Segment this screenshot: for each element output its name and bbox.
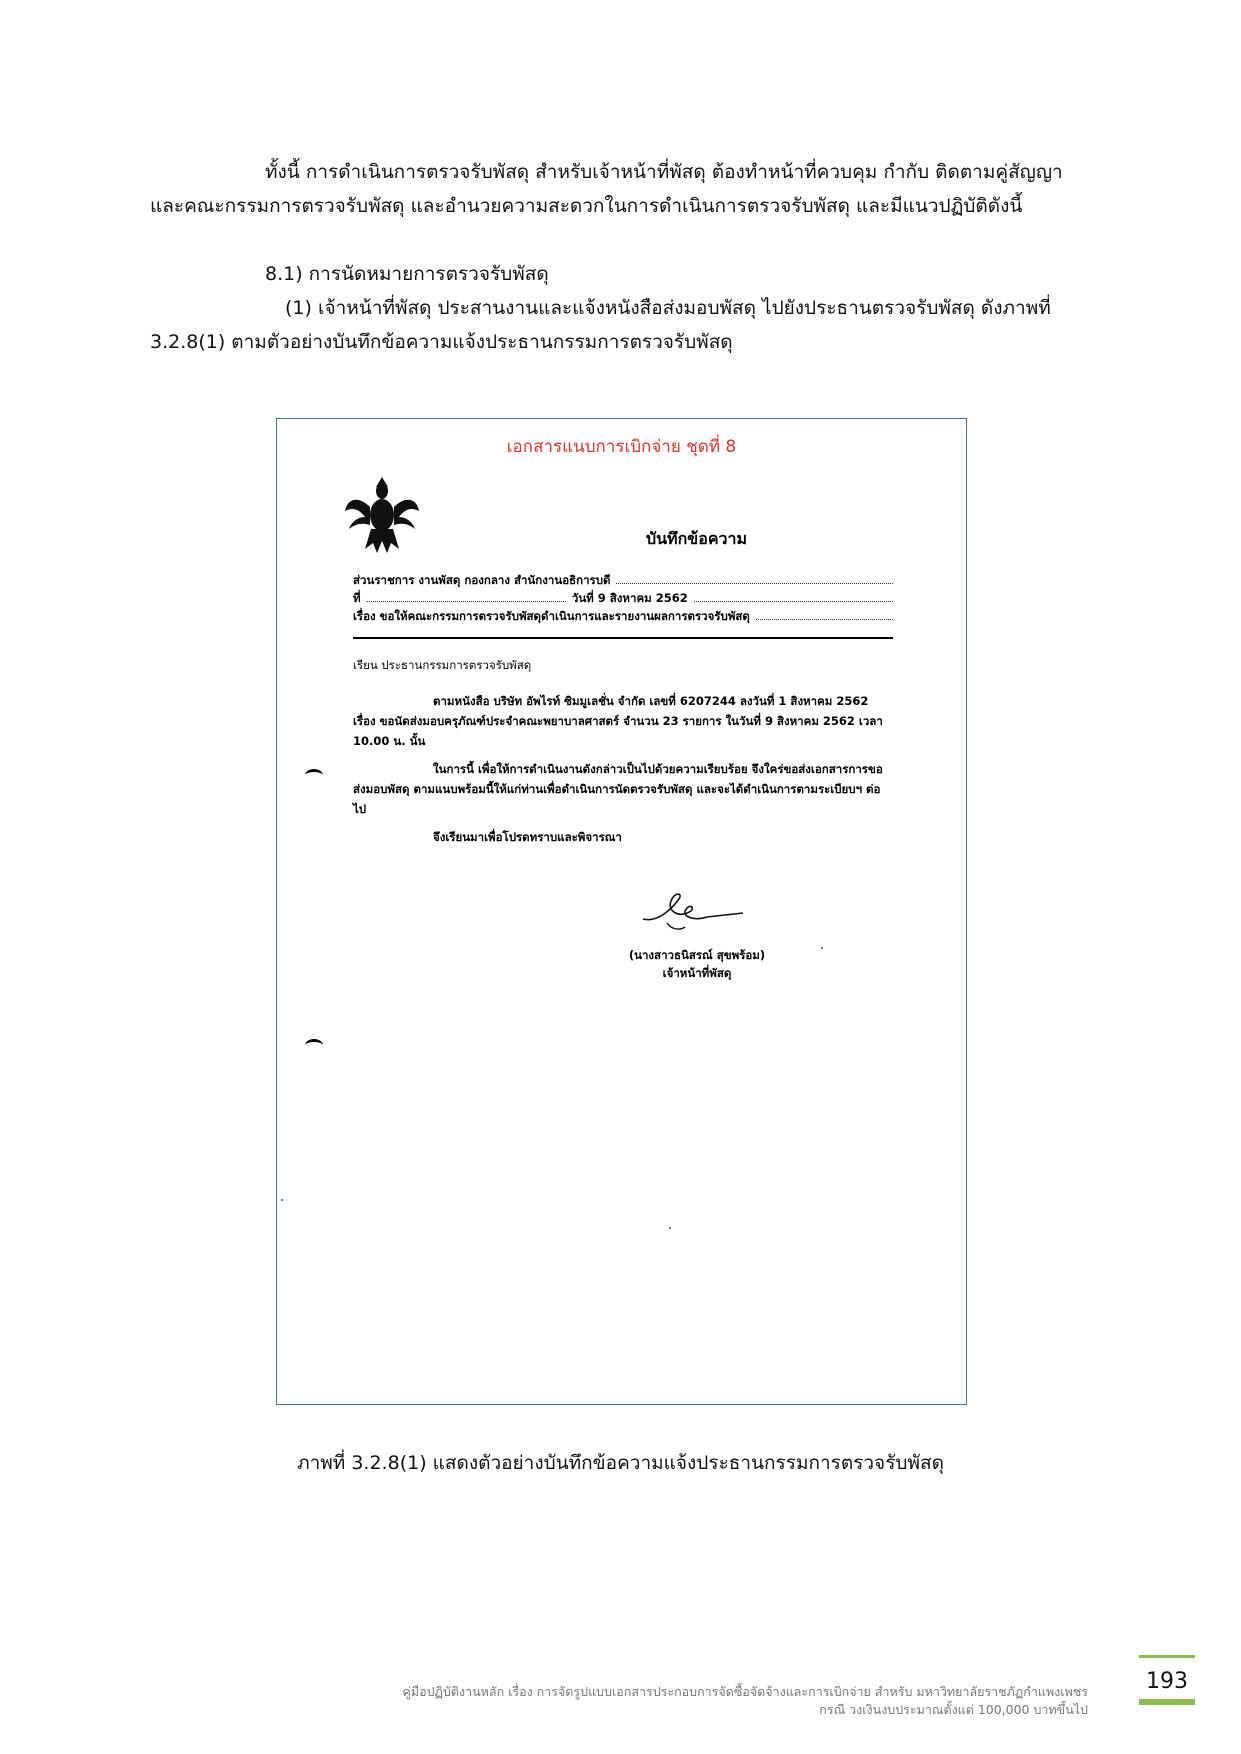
memo-date: วันที่ 9 สิงหาคม 2562 <box>571 591 688 605</box>
body-heading-8-1: 8.1) การนัดหมายการตรวจรับพัสดุ <box>265 263 549 285</box>
memo-subject: เรื่อง ขอให้คณะกรรมการตรวจรับพัสดุดำเนินการและรายงานผลการตรวจรับพัสดุ <box>353 609 750 623</box>
memo-subject-row <box>353 608 893 626</box>
memo-ref-label: ที่ <box>353 591 361 605</box>
memo-body-1-text: ตามหนังสือ บริษัท อัพไรท์ ซิมมูเลชั่น จำกัด เลขที่ 6207244 ลงวันที่ 1 สิงหาคม 2562 เรื่อง ขอนัดส่งมอบครุภัณฑ์ประจำคณะพยาบาลศาสตร์ จำนวน 23 รายการ ในวันที่ 9 สิงหาคม 2562 เวลา 10.00 น. นั้น <box>353 694 883 748</box>
scan-speck <box>669 1227 671 1229</box>
dotted-line <box>694 591 893 602</box>
attachment-title: เอกสารแนบการเบิกจ่าย ชุดที่ 8 <box>506 437 737 457</box>
signer-title: เจ้าหน้าที่พัสดุ <box>662 966 732 980</box>
punch-hole-mark <box>305 1039 323 1052</box>
body-paragraph-2: (1) เจ้าหน้าที่พัสดุ ประสานงานและแจ้งหนังสือส่งมอบพัสดุ ไปยังประธานตรวจรับพัสดุ ดังภาพที่ 3.2.8(1) ตามตัวอย่างบันทึกข้อความแจ้งประธานกรรมการตรวจรับพัสดุ <box>150 297 1051 353</box>
dotted-line <box>756 609 893 620</box>
page-footer <box>403 1683 1088 1719</box>
memo-closing-text: จึงเรียนมาเพื่อโปรดทราบและพิจารณา <box>433 830 622 844</box>
memo-department: ส่วนราชการ งานพัสดุ กองกลาง สำนักงานอธิการบดี <box>353 573 611 587</box>
memo-body-2-text: ในการนี้ เพื่อให้การดำเนินงานดังกล่าวเป็นไปด้วยความเรียบร้อย จึงใคร่ขอส่งเอกสารการขอส่งมอบพัสดุ ตามแนบพร้อมนี้ให้แก่ท่านเพื่อดำเนินการนัดตรวจรับพัสดุ และจะได้ดำเนินการตามระเบียบฯ ต่อไป <box>353 762 883 816</box>
figure-caption: ภาพที่ 3.2.8(1) แสดงตัวอย่างบันทึกข้อความแจ้งประธานกรรมการตรวจรับพัสดุ <box>297 1452 944 1474</box>
memo-body-paragraph-1 <box>353 691 893 751</box>
scan-speck <box>821 947 823 949</box>
page-number: 193 <box>1139 1655 1195 1705</box>
scan-speck <box>281 1199 283 1201</box>
signer-name: (นางสาวธนิสรณ์ สุขพร้อม) <box>628 948 766 962</box>
memo-divider <box>353 637 893 639</box>
memo-department-row <box>353 572 893 590</box>
memo-body-paragraph-2 <box>353 759 893 819</box>
signature-icon <box>639 889 749 939</box>
footer-line-1: คู่มือปฏิบัติงานหลัก เรื่อง การจัดรูปแบบเอกสารประกอบการจัดซื้อจัดจ้างและการเบิกจ่าย สำหรับ มหาวิทยาลัยราชภัฏกำแพงเพชร <box>402 1684 1088 1699</box>
memo-recipient: เรียน ประธานกรรมการตรวจรับพัสดุ <box>353 658 532 672</box>
dotted-line <box>616 573 893 584</box>
footer-line-2: กรณี วงเงินงบประมาณตั้งแต่ 100,000 บาทขึ้นไป <box>819 1702 1088 1717</box>
body-paragraph-1: ทั้งนี้ การดำเนินการตรวจรับพัสดุ สำหรับเจ้าหน้าที่พัสดุ ต้องทำหน้าที่ควบคุม กำกับ ติดตามคู่สัญญาและคณะกรรมการตรวจรับพัสดุ และอำนวยความสะดวกในการดำเนินการตรวจรับพัสดุ และมีแนวปฏิบัติดังนี้ <box>150 161 1063 217</box>
punch-hole-mark <box>305 769 323 782</box>
memo-title: บันทึกข้อความ <box>645 529 748 548</box>
memo-ref-row <box>353 590 893 608</box>
memo-closing <box>353 827 893 847</box>
memo-figure <box>276 418 967 1405</box>
dotted-line <box>367 591 566 602</box>
